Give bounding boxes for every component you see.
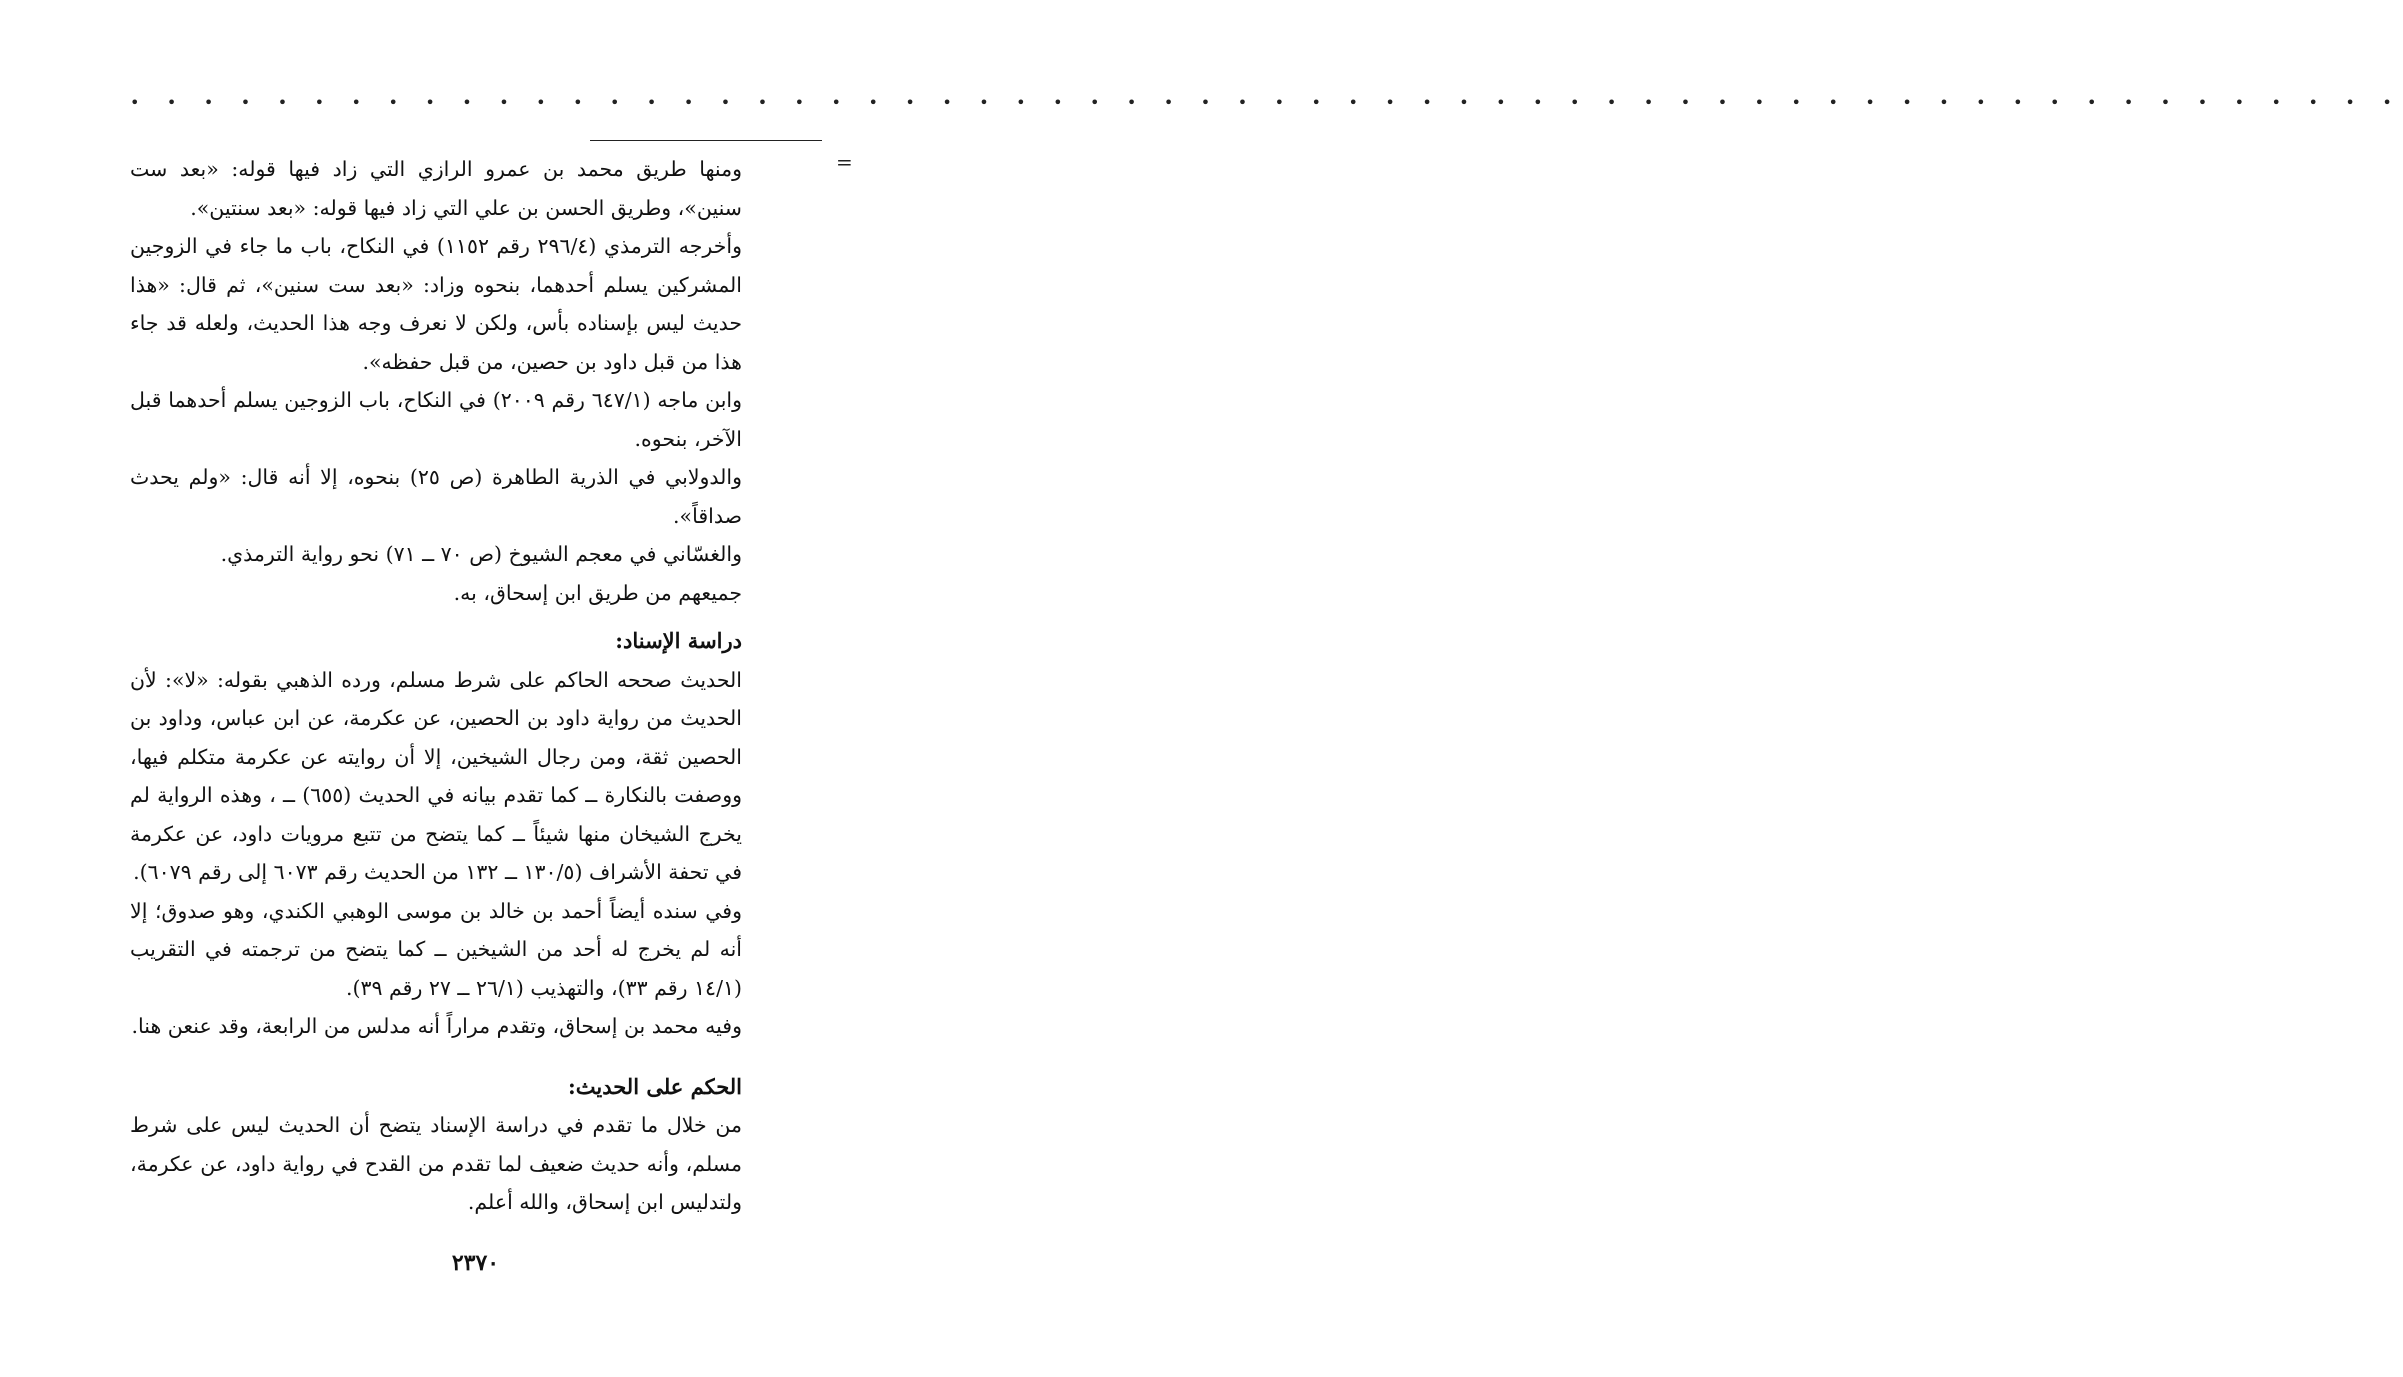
paragraph: ومنها طريق محمد بن عمرو الرازي التي زاد فيها قوله: «بعد ست سنين»، وطريق الحسن بن علي التي زاد فيها قوله: «بعد سنتين». [130,157,742,220]
continuation-mark: = [836,150,853,174]
paragraph: والغسّاني في معجم الشيوخ (ص ٧٠ ــ ٧١) نحو رواية الترمذي. [220,542,742,566]
paragraph: جميعهم من طريق ابن إسحاق، به. [453,580,742,605]
ruling-heading: الحكم على الحديث: [568,1073,742,1099]
paragraph: وأخرجه الترمذي (٢٩٦/٤ رقم ١١٥٢) في النكاح، باب ما جاء في الزوجين المشركين يسلم أحدهما، بنحوه وزاد: «بعد ست سنين»، ثم قال: «هذا حديث ليس بإسناده بأس، ولكن لا نعرف وجه هذا الحديث، ولعله قد جاء هذا من قبل داود بن حصين، من قبل حفظه». [130,234,742,374]
paragraph: الحديث صححه الحاكم على شرط مسلم، ورده الذهبي بقوله: «لا»: لأن الحديث من رواية داود بن الحصين، عن عكرمة، عن ابن عباس، وداود بن الحصين ثقة، ومن رجال الشيخين، إلا أن روايته عن عكرمة متكلم فيها، ووصفت بالنكارة ــ كما تقدم بيانه في الحديث (٦٥٥) ــ ، وهذه الرواية لم يخرج الشيخان منها شيئاً ــ كما يتضح من تتبع مرويات داود، عن عكرمة في تحفة الأشراف (١٣٠/٥ ــ ١٣٢ من الحديث رقم ٦٠٧٣ إلى رقم ٦٠٧٩). [130,667,742,884]
isnad-study-heading: دراسة الإسناد: [615,628,742,653]
paragraph: من خلال ما تقدم في دراسة الإسناد يتضح أن الحديث ليس على شرط مسلم، وأنه حديث ضعيف لما تقدم من القدح في رواية داود، عن عكرمة، ولتدليس ابن إسحاق، والله أعلم. [130,1113,742,1214]
isnad-study-section [130,622,742,1046]
paragraph: وابن ماجه (٦٤٧/١ رقم ٢٠٠٩) في النكاح، باب الزوجين يسلم أحدهما قبل الآخر، بنحوه. [130,388,742,451]
paragraph: وفي سنده أيضاً أحمد بن خالد بن موسى الوهبي الكندي، وهو صدوق؛ إلا أنه لم يخرج له أحد من الشيخين ــ كما يتضح من ترجمته في التقريب (١٤/١ رقم ٣٣)، والتهذيب (٢٦/١ ــ ٢٧ رقم ٣٩). [130,898,742,1000]
spacer [130,612,742,622]
header-dotted-line: • • • • • • • • • • • • • • • • • • • • • • • • • • • • • • • • • • • • • • • • • • • • • • • • • • • • • • • • • • • • • • [130,93,2403,112]
paragraph: والدولابي في الذرية الطاهرة (ص ٢٥) بنحوه، إلا أنه قال: «ولم يحدث صداقاً». [130,465,743,528]
page-number: ٢٣٧٠ [451,1250,500,1276]
paragraph: وفيه محمد بن إسحاق، وتقدم مراراً أنه مدلس من الرابعة، وقد عنعن هنا. [131,1014,742,1038]
footnote-rule [590,140,822,141]
spacer [130,1046,742,1068]
takhrij-section [130,150,742,612]
ruling-section [130,1068,742,1222]
page-body [130,150,742,1222]
